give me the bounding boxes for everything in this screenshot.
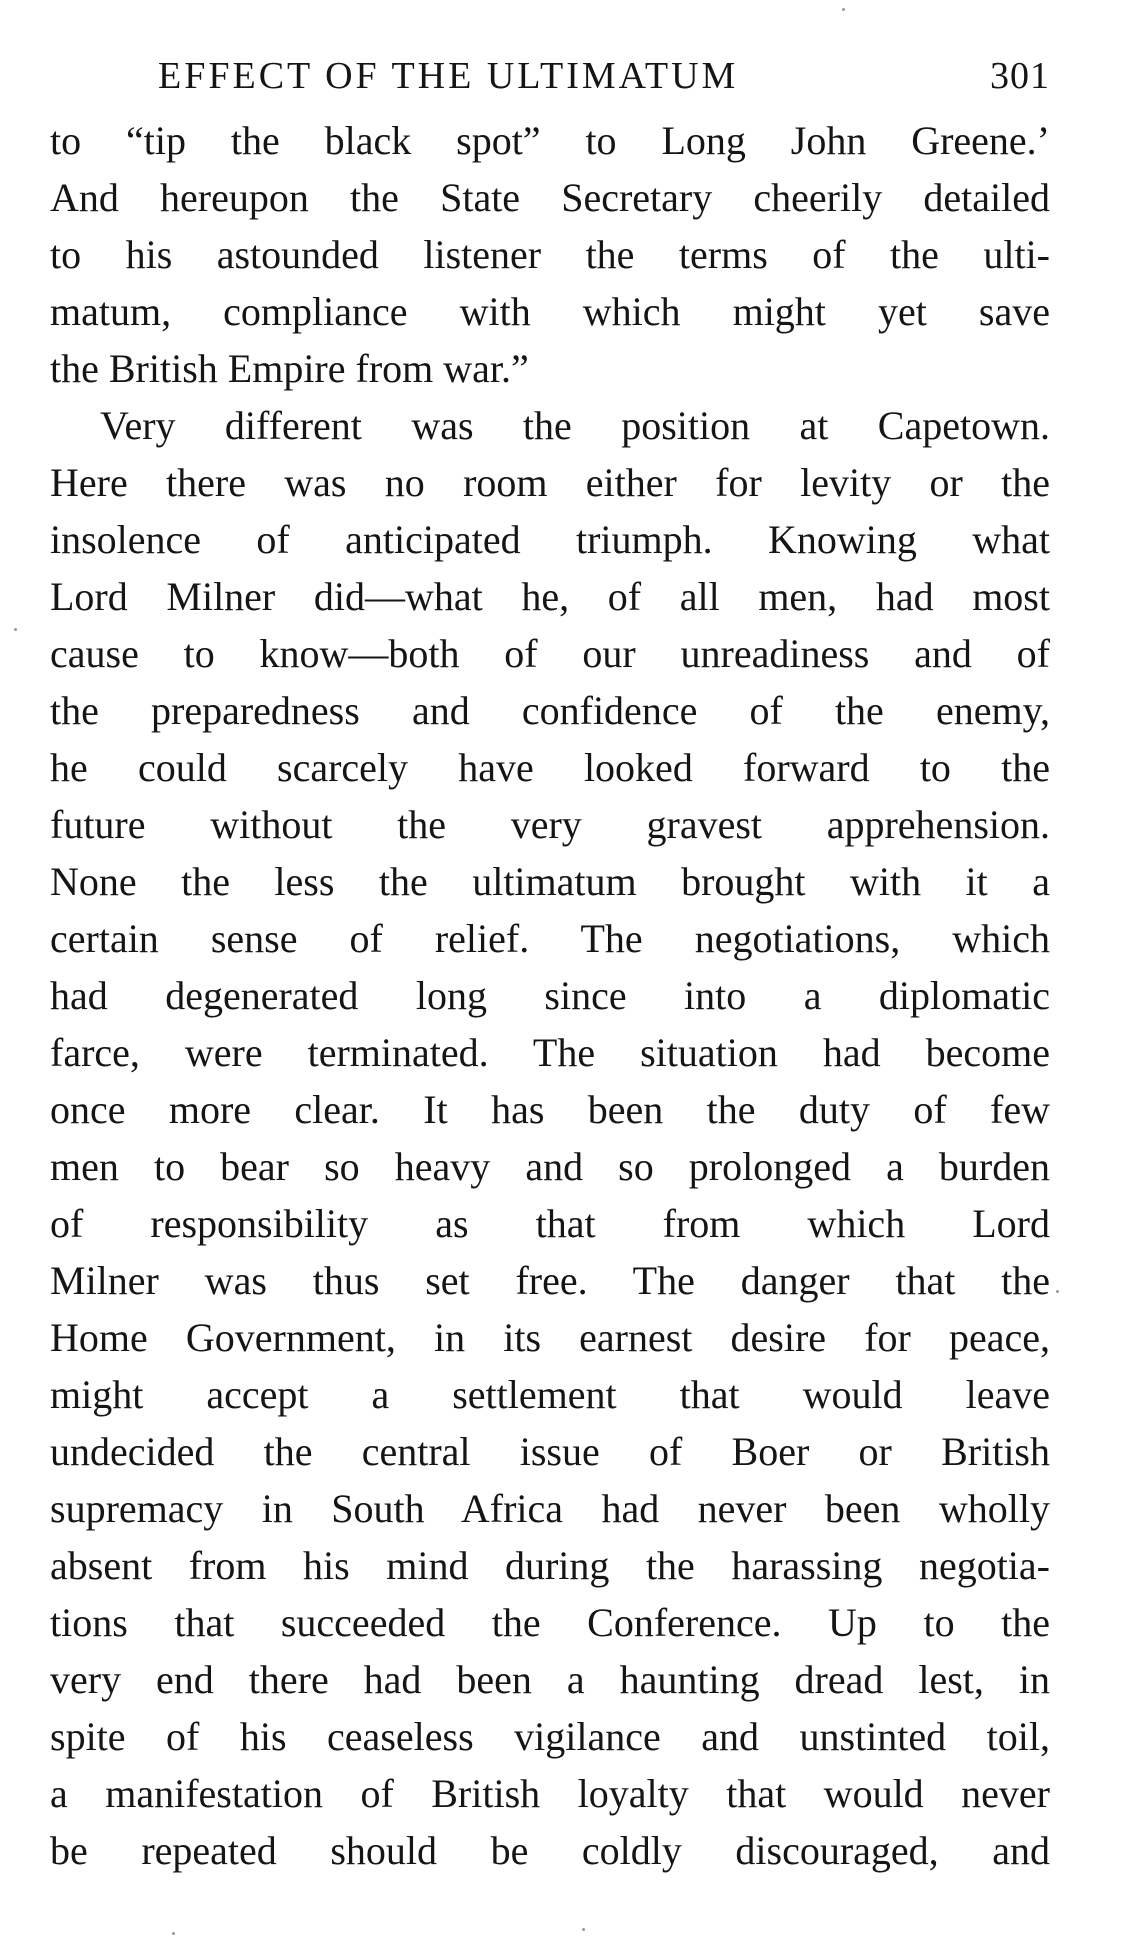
text-line: had degenerated long since into a diplomatic	[50, 973, 1050, 1018]
text-line: very end there had been a haunting dread lest, in	[50, 1657, 1050, 1702]
scan-speck	[842, 8, 845, 11]
scan-speck	[582, 1928, 585, 1931]
text-line: of responsibility as that from which Lord	[50, 1201, 1050, 1246]
text-line: Here there was no room either for levity or the	[50, 460, 1050, 505]
text-line: Home Government, in its earnest desire for peace,	[50, 1315, 1050, 1360]
text-line: the British Empire from war.”	[50, 346, 529, 391]
text-line: to his astounded listener the terms of the ulti-	[50, 232, 1050, 277]
text-line: matum, compliance with which might yet save	[50, 289, 1050, 334]
text-line: a manifestation of British loyalty that would never	[50, 1771, 1050, 1816]
text-line: Very different was the position at Capetown.	[100, 403, 1050, 448]
text-line: he could scarcely have looked forward to the	[50, 745, 1050, 790]
text-line: spite of his ceaseless vigilance and unstinted toil,	[50, 1714, 1050, 1759]
text-line: absent from his mind during the harassing negotia-	[50, 1543, 1050, 1588]
running-head	[50, 46, 1050, 106]
text-line: insolence of anticipated triumph. Knowing what	[50, 517, 1050, 562]
text-line: certain sense of relief. The negotiations, which	[50, 916, 1050, 961]
text-line: Milner was thus set free. The danger that the	[50, 1258, 1050, 1303]
text-line: And hereupon the State Secretary cheerily detailed	[50, 175, 1050, 220]
text-line: undecided the central issue of Boer or British	[50, 1429, 1050, 1474]
scan-speck	[172, 1932, 175, 1935]
text-line: men to bear so heavy and so prolonged a burden	[50, 1144, 1050, 1189]
text-line: the preparedness and confidence of the enemy,	[50, 688, 1050, 733]
text-line: supremacy in South Africa had never been wholly	[50, 1486, 1050, 1531]
text-line: farce, were terminated. The situation had become	[50, 1030, 1050, 1075]
text-line: be repeated should be coldly discouraged, and	[50, 1828, 1050, 1873]
text-body	[50, 112, 1050, 1879]
text-line: once more clear. It has been the duty of few	[50, 1087, 1050, 1132]
text-line: future without the very gravest apprehension.	[50, 802, 1050, 847]
scan-speck	[14, 628, 17, 631]
text-line: Lord Milner did—what he, of all men, had most	[50, 574, 1050, 619]
page-number: 301	[990, 55, 1050, 97]
scan-speck	[1056, 1290, 1059, 1293]
text-line: tions that succeeded the Conference. Up to the	[50, 1600, 1050, 1645]
text-line: to “tip the black spot” to Long John Greene.’	[50, 118, 1050, 163]
running-title: EFFECT OF THE ULTIMATUM	[158, 55, 739, 97]
text-line: cause to know—both of our unreadiness and of	[50, 631, 1050, 676]
text-line: might accept a settlement that would leave	[50, 1372, 1050, 1417]
text-line: None the less the ultimatum brought with it a	[50, 859, 1050, 904]
